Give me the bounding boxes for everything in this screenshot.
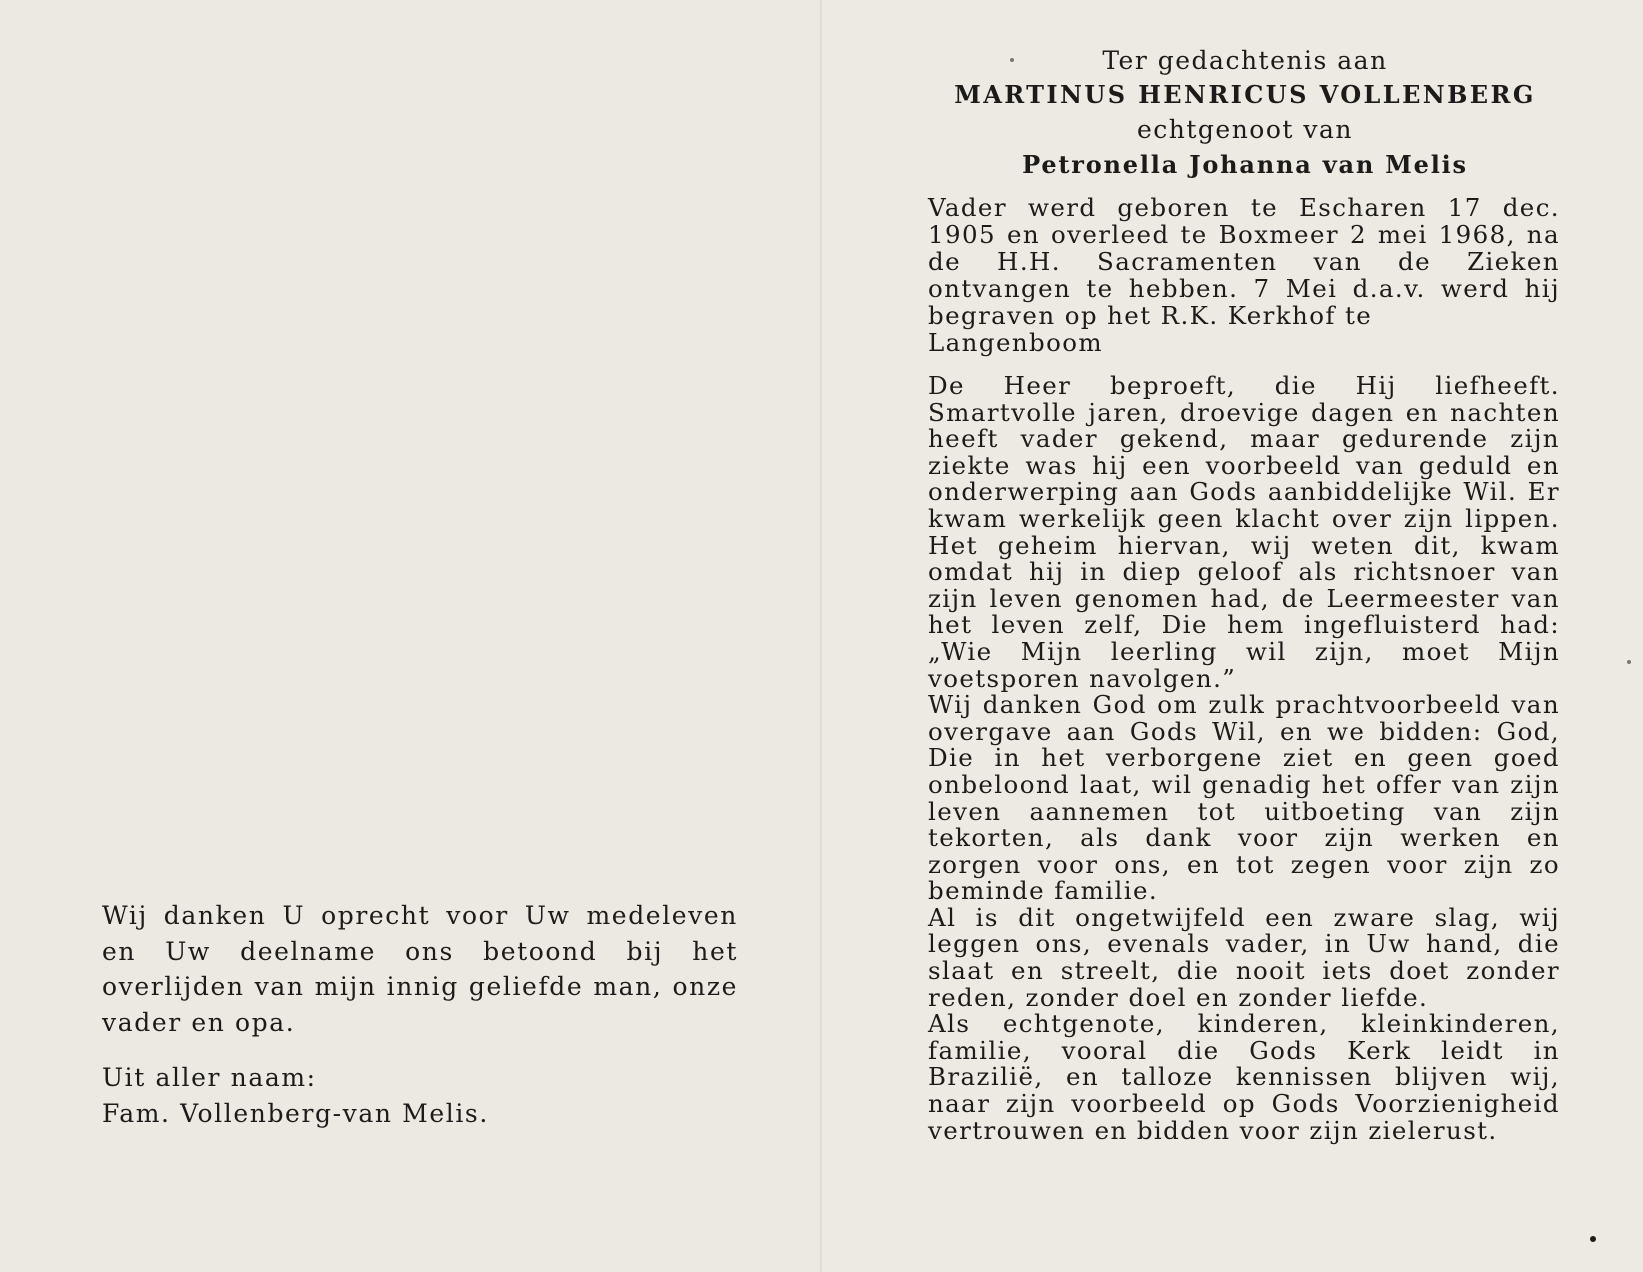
signoff	[102, 1060, 662, 1132]
deceased-name: MARTINUS HENRICUS VOLLENBERG	[954, 80, 1536, 109]
intro-line: Ter gedachtenis aan	[1102, 46, 1388, 75]
ink-speck	[1590, 1236, 1596, 1242]
left-page	[0, 0, 820, 1272]
prayer-paragraph-4: Als echtgenote, kinderen, kleinkinderen, familie, vooral die Gods Kerk leidt in Brazilië, en talloze kennissen blijven wij, naar zijn voorbeeld op Gods Voorzienigheid vertrouwen en bidden voor zijn zielerust.	[928, 1009, 1560, 1145]
prayer-paragraph-2: Wij danken God om zulk prachtvoorbeeld van overgave aan Gods Wil, en we bidden: God, Die in het verborgene ziet en geen goed onbeloond laat, wil genadig het offer van zijn leven aannemen tot uitboeting van zijn tekorten, als dank voor zijn werken en zorgen voor ons, en tot zegen voor zijn zo beminde familie.	[928, 690, 1560, 906]
biography	[928, 194, 1560, 356]
spouse-name: Petronella Johanna van Melis	[1022, 150, 1468, 179]
signoff-family-name: Fam. Vollenberg-van Melis.	[102, 1099, 489, 1128]
signoff-line-1: Uit aller naam:	[102, 1063, 317, 1092]
ink-speck	[1010, 58, 1014, 62]
prayer-text	[928, 373, 1560, 1144]
thank-you-text: Wij danken U oprecht voor Uw medeleven en Uw deelname ons betoond bij het overlijden van mijn innig geliefde man, onze vader en opa.	[102, 901, 738, 1037]
prayer-paragraph-1: De Heer beproeft, die Hij liefheeft. Smartvolle jaren, droevige dagen en nachten heeft vader gekend, maar gedurende zijn ziekte was hij een voorbeeld van geduld en onderwerping aan Gods aanbiddelijke Wil. Er kwam werkelijk geen klacht over zijn lippen. Het geheim hiervan, wij weten dit, kwam omdat hij in diep geloof als richtsnoer van zijn leven genomen had, de Leermeester van het leven zelf, Die hem ingefluisterd had: „Wie Mijn leerling wil zijn, moet Mijn voetsporen navolgen.”	[928, 371, 1560, 693]
biography-text: Vader werd geboren te Escharen 17 dec. 1905 en overleed te Boxmeer 2 mei 1968, na de H.H. Sacramenten van de Zieken ontvangen te hebben. 7 Mei d.a.v. werd hij begraven op het R.K. Kerkhof te	[928, 193, 1560, 330]
burial-place: Langenboom	[928, 328, 1104, 357]
relation-line: echtgenoot van	[1136, 115, 1354, 144]
prayer-paragraph-3: Al is dit ongetwijfeld een zware slag, wij leggen ons, evenals vader, in Uw hand, die slaat en streelt, die nooit iets doet zonder reden, zonder doel en zonder liefde.	[928, 902, 1560, 1012]
thank-you-message	[102, 898, 738, 1040]
ink-speck	[1627, 660, 1631, 664]
memorial-header	[930, 44, 1560, 183]
